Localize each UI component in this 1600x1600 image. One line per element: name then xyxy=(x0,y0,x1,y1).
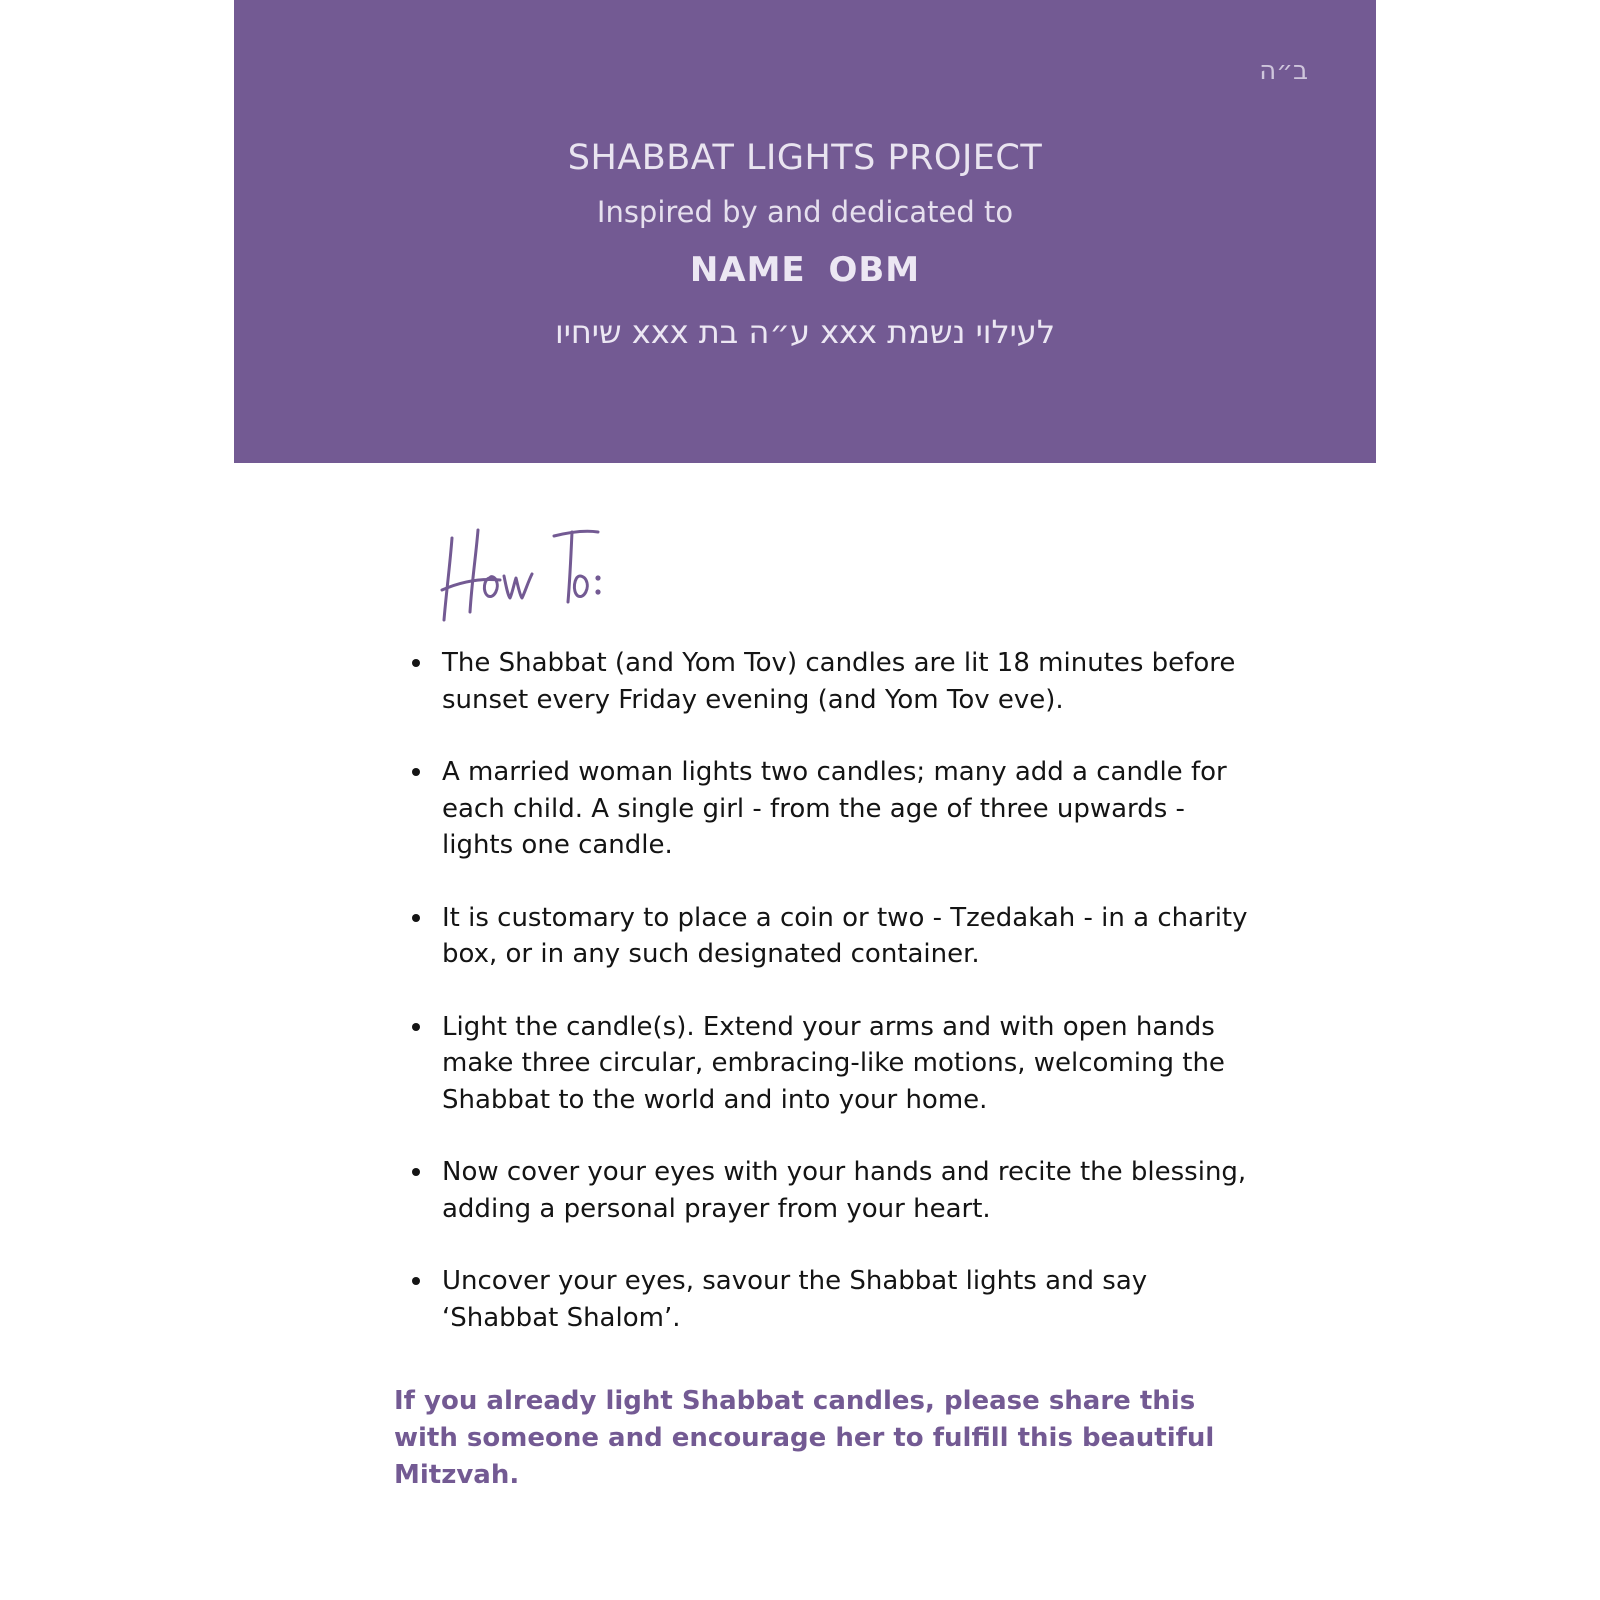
hebrew-dedication: לעילוי נשמת xxx ע״ה בת xxx שיחיו xyxy=(554,313,1056,351)
bullet-icon xyxy=(412,1277,420,1285)
list-item xyxy=(402,754,1262,864)
dedicated-name: NAME OBM xyxy=(689,250,921,290)
list-item xyxy=(402,1263,1262,1336)
bullet-icon xyxy=(412,768,420,776)
list-item-text: A married woman lights two candles; many add a candle for each child. A single girl - from the age of three upwards - lights one candle. xyxy=(442,757,1227,860)
list-item-text: Uncover your eyes, savour the Shabbat lights and say ‘Shabbat Shalom’. xyxy=(442,1266,1148,1333)
list-item xyxy=(402,1154,1262,1227)
project-title: SHABBAT LIGHTS PROJECT xyxy=(567,138,1043,178)
list-item-text: Now cover your eyes with your hands and recite the blessing, adding a personal prayer from your heart. xyxy=(442,1157,1247,1224)
list-item-text: The Shabbat (and Yom Tov) candles are lit 18 minutes before sunset every Friday evening (and Yom Tov eve). xyxy=(442,648,1236,715)
dedication-subtitle: Inspired by and dedicated to xyxy=(596,195,1014,229)
share-encouragement-note: If you already light Shabbat candles, please share this with someone and encourage her to fulfill this beautiful Mitzvah. xyxy=(394,1386,1215,1490)
bullet-icon xyxy=(412,1168,420,1176)
how-to-list xyxy=(402,645,1262,1372)
how-to-heading xyxy=(440,520,640,640)
bullet-icon xyxy=(412,1023,420,1031)
bullet-icon xyxy=(412,659,420,667)
list-item xyxy=(402,1009,1262,1119)
how-to-script-logo xyxy=(440,520,640,640)
list-item-text: Light the candle(s). Extend your arms and with open hands make three circular, embracing-like motions, welcoming the Shabbat to the world and into your home. xyxy=(442,1011,1225,1115)
list-item xyxy=(402,645,1262,718)
bh-mark: ב״ה xyxy=(1259,56,1308,86)
bullet-icon xyxy=(412,914,420,922)
list-item-text: It is customary to place a coin or two - Tzedakah - in a charity box, or in any such designated container. xyxy=(442,902,1248,969)
list-item xyxy=(402,900,1262,973)
header-banner xyxy=(234,0,1376,463)
